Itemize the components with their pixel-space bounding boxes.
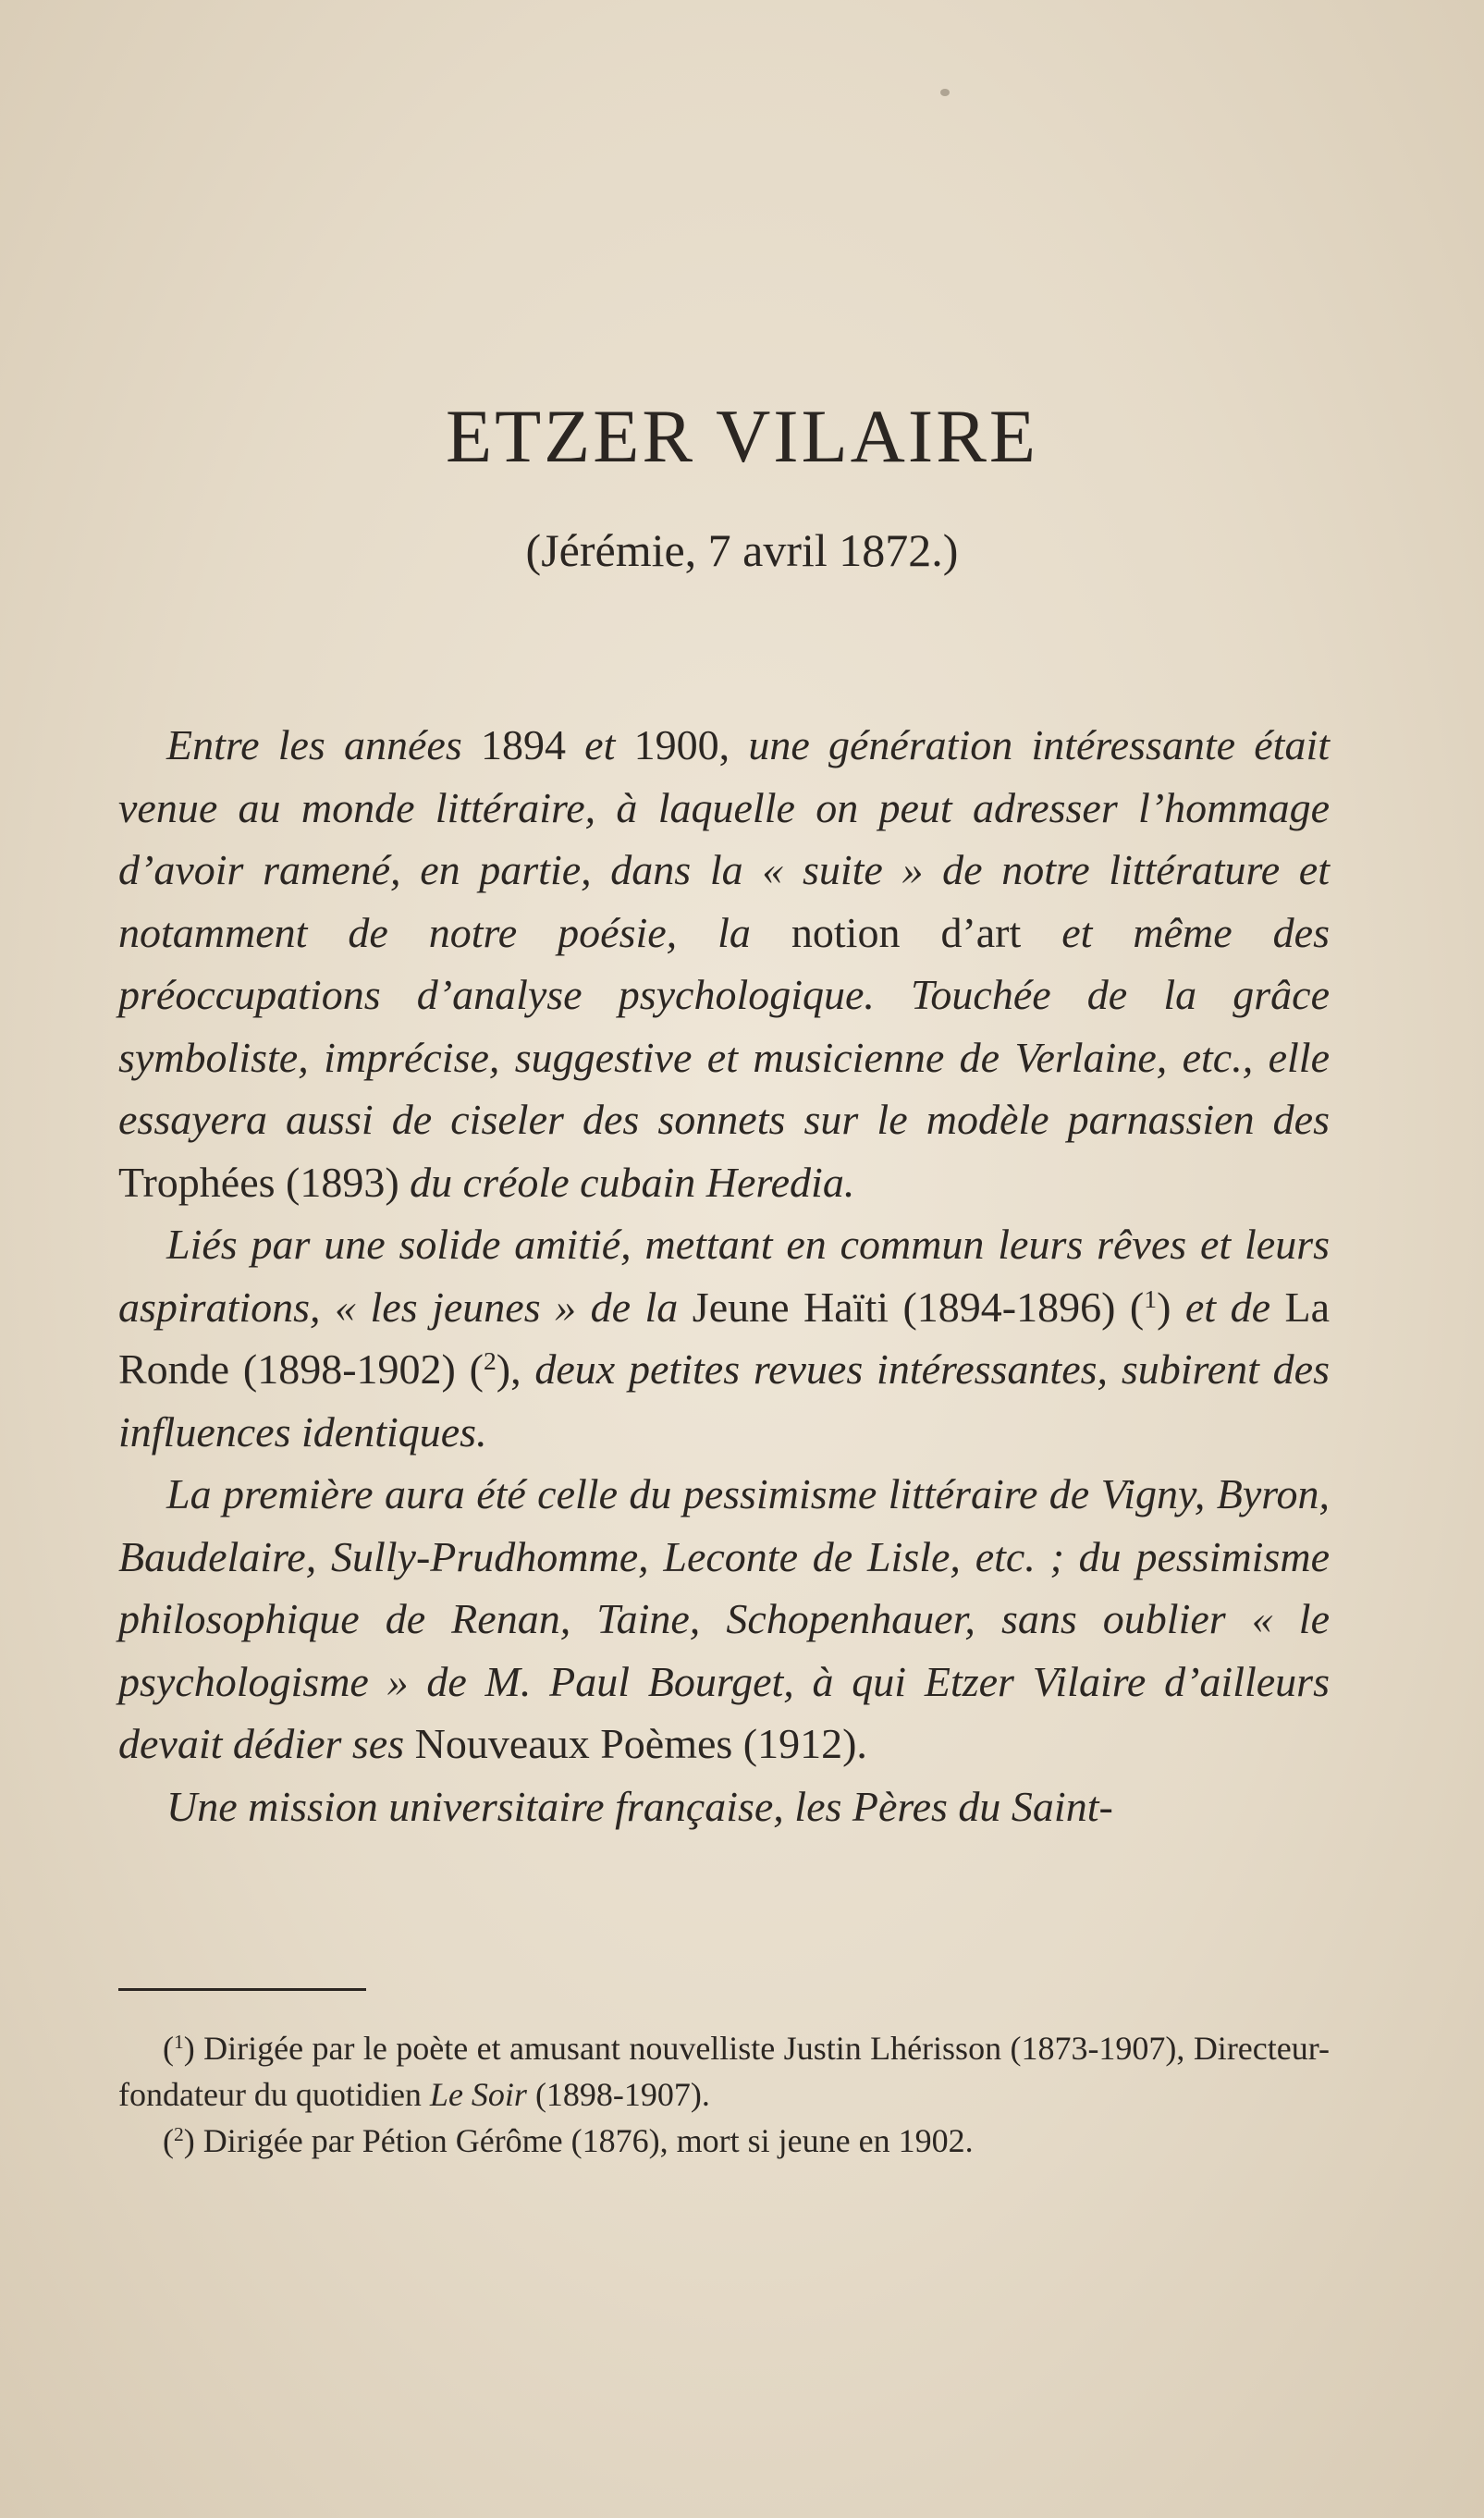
text-run: Nouveaux Poèmes (1912). — [414, 1720, 867, 1767]
footnote-2 — [118, 2118, 1330, 2164]
footnote-1 — [118, 2025, 1330, 2118]
text-run: Trophées (1893) — [118, 1158, 411, 1206]
text-run: ( — [163, 2030, 174, 2067]
paragraph-4 — [118, 1775, 1330, 1838]
footnote-marker: 1 — [174, 2031, 184, 2054]
body-text — [118, 714, 1330, 1837]
text-run: 1900, — [633, 721, 749, 768]
italic-text-run: Le Soir — [429, 2076, 527, 2113]
italic-text-run: deux petites revues intéressantes, subirent des influences identiques. — [118, 1345, 1331, 1456]
text-run: 1894 — [480, 721, 566, 768]
page-title: ETZER VILAIRE — [446, 394, 1038, 478]
italic-text-run: Entre les années — [166, 721, 481, 768]
text-run: ), — [496, 1345, 535, 1393]
footnote-marker: 2 — [174, 2123, 184, 2146]
italic-text-run: et — [565, 721, 634, 768]
footnote-divider — [118, 1988, 366, 1991]
text-run: La Ronde (1898-1902) ( — [118, 1283, 1330, 1393]
italic-text-run: La première aura été celle du pessimisme littéraire de Vigny, Byron, Baudelaire, Sully-Prudhomme, Leconte de Lisle, etc. ; du pessimisme philosophique de Renan, Taine, Schopenhauer, sans oublier « le psychologisme » de M. Paul Bourget, à qui Etzer Vilaire d’ailleurs devait dédier ses — [118, 1470, 1330, 1767]
italic-text-run: Liés par une solide amitié, mettant en commun leurs rêves et leurs aspirations, « les jeunes » de la — [118, 1221, 1330, 1331]
text-run: ) Dirigée par Pétion Gérôme (1876), mort si jeune en 1902. — [183, 2122, 974, 2159]
paragraph-2 — [118, 1213, 1330, 1463]
italic-text-run: Une mission universitaire française, les Pères du Saint- — [166, 1782, 1113, 1830]
text-run: ) Dirigée par le poète et amusant nouvelliste Justin Lhérisson (1873-1907), Directeur-fondateur du quotidien — [118, 2030, 1330, 2113]
text-run: notion d’art — [791, 908, 1062, 956]
paragraph-1 — [118, 714, 1330, 1213]
italic-text-run: et même des préoccupations d’analyse psychologique. Touchée de la grâce symboliste, imprécise, suggestive et musicienne de Verlaine, etc., elle essayera aussi de ciseler des sonnets sur le modèle parnassien des — [118, 908, 1330, 1143]
footnote-marker: 2 — [483, 1345, 497, 1375]
paragraph-3 — [118, 1463, 1330, 1775]
italic-text-run: une génération intéressante était venue au monde littéraire, à laquelle on peut adresser l’hommage d’avoir ramené, en partie, dans la « suite » de notre littérature et notamment de notre poésie, la — [118, 721, 1331, 956]
paper-speck — [940, 89, 950, 96]
text-run: ) — [1157, 1283, 1185, 1331]
text-run: Jeune Haïti (1894-1896) ( — [692, 1283, 1145, 1331]
page-subtitle: (Jérémie, 7 avril 1872.) — [525, 524, 959, 576]
text-run: ( — [163, 2122, 174, 2159]
footnotes — [118, 2025, 1330, 2164]
footnote-marker: 1 — [1144, 1284, 1158, 1313]
italic-text-run: du créole cubain Heredia. — [410, 1158, 855, 1206]
italic-text-run: et de — [1184, 1283, 1285, 1331]
text-run: (1898-1907). — [526, 2076, 710, 2113]
